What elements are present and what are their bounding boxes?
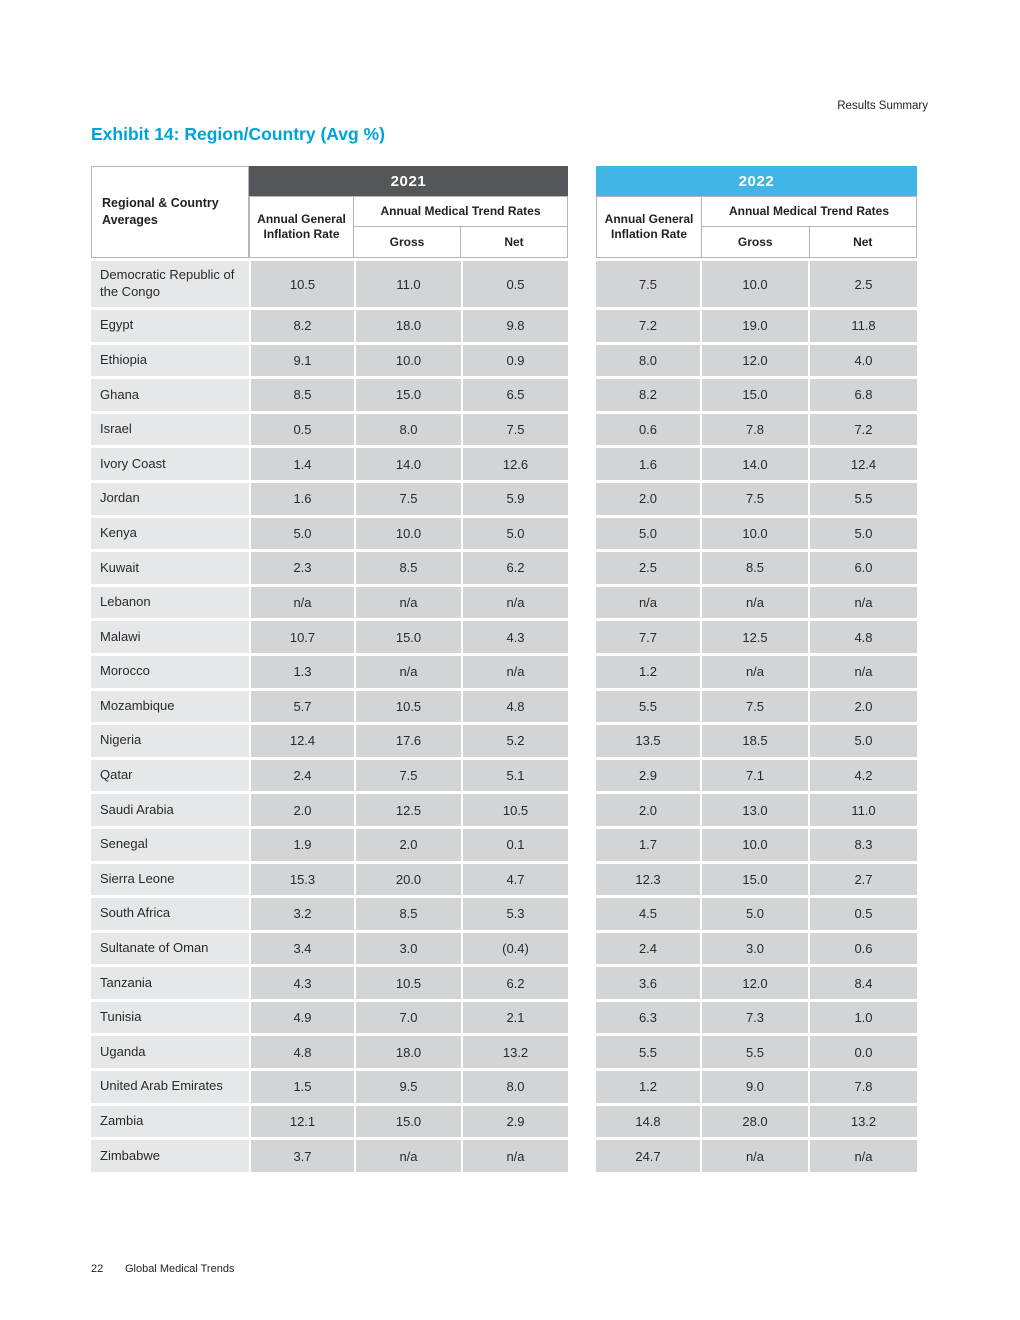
value-2021-gross: 11.0	[356, 261, 461, 307]
value-2022-net: n/a	[810, 656, 917, 688]
value-2021-inflation: 5.0	[251, 518, 354, 550]
value-2021-gross: 14.0	[356, 448, 461, 480]
table-2021-header	[91, 166, 568, 258]
value-2021-gross: 18.0	[356, 1036, 461, 1068]
value-2022-gross: 15.0	[702, 864, 808, 896]
value-2021-gross: 7.0	[356, 1002, 461, 1034]
country-cell: Israel	[91, 414, 249, 446]
value-2021-net: 2.1	[463, 1002, 568, 1034]
value-2021-inflation: 15.3	[251, 864, 354, 896]
footer-text: Global Medical Trends	[125, 1263, 235, 1275]
value-2022-inflation: 24.7	[596, 1140, 700, 1172]
header-trend-2021: Annual Medical Trend Rates	[353, 196, 568, 227]
value-2021-net: 6.5	[463, 379, 568, 411]
country-cell: Saudi Arabia	[91, 794, 249, 826]
value-2022-inflation: 1.7	[596, 829, 700, 861]
value-2022-gross: 3.0	[702, 933, 808, 965]
country-cell: Kuwait	[91, 552, 249, 584]
value-2021-inflation: 2.3	[251, 552, 354, 584]
table-2022-body	[596, 261, 917, 1172]
table-2022-header	[596, 166, 917, 258]
value-2021-gross: 12.5	[356, 794, 461, 826]
value-2022-net: 7.2	[810, 414, 917, 446]
value-2021-gross: 9.5	[356, 1071, 461, 1103]
value-2021-gross: 10.5	[356, 691, 461, 723]
value-2022-gross: n/a	[702, 1140, 808, 1172]
value-2022-inflation: 2.9	[596, 760, 700, 792]
value-2022-gross: n/a	[702, 656, 808, 688]
value-2021-net: 6.2	[463, 552, 568, 584]
value-2021-inflation: 2.4	[251, 760, 354, 792]
value-2022-inflation: 3.6	[596, 967, 700, 999]
value-2022-net: 5.0	[810, 725, 917, 757]
value-2022-net: 0.0	[810, 1036, 917, 1068]
country-cell: Tanzania	[91, 967, 249, 999]
exhibit-table	[91, 166, 917, 1172]
value-2022-inflation: 6.3	[596, 1002, 700, 1034]
value-2021-inflation: 1.9	[251, 829, 354, 861]
country-cell: Uganda	[91, 1036, 249, 1068]
value-2022-gross: 7.1	[702, 760, 808, 792]
country-cell: Qatar	[91, 760, 249, 792]
header-net-2021: Net	[460, 226, 568, 258]
value-2022-net: 0.6	[810, 933, 917, 965]
value-2021-gross: 15.0	[356, 621, 461, 653]
header-gross-2022: Gross	[701, 226, 810, 258]
value-2021-inflation: 10.7	[251, 621, 354, 653]
value-2022-gross: 12.5	[702, 621, 808, 653]
country-cell: Sultanate of Oman	[91, 933, 249, 965]
value-2022-gross: 5.5	[702, 1036, 808, 1068]
value-2021-inflation: 3.2	[251, 898, 354, 930]
value-2021-net: 5.2	[463, 725, 568, 757]
value-2022-gross: 7.8	[702, 414, 808, 446]
value-2022-net: n/a	[810, 1140, 917, 1172]
value-2021-gross: 17.6	[356, 725, 461, 757]
country-cell: Tunisia	[91, 1002, 249, 1034]
value-2021-inflation: n/a	[251, 587, 354, 619]
value-2021-inflation: 1.5	[251, 1071, 354, 1103]
value-2022-inflation: 7.7	[596, 621, 700, 653]
country-cell: Ivory Coast	[91, 448, 249, 480]
value-2021-net: 5.9	[463, 483, 568, 515]
country-cell: Morocco	[91, 656, 249, 688]
section-label: Results Summary	[837, 100, 928, 112]
value-2022-gross: 12.0	[702, 967, 808, 999]
value-2022-gross: 10.0	[702, 518, 808, 550]
value-2022-net: 6.0	[810, 552, 917, 584]
value-2021-gross: 8.5	[356, 552, 461, 584]
value-2022-net: n/a	[810, 587, 917, 619]
year-band-2022: 2022	[596, 166, 917, 196]
value-2021-net: n/a	[463, 1140, 568, 1172]
value-2021-net: 0.1	[463, 829, 568, 861]
value-2022-inflation: 12.3	[596, 864, 700, 896]
header-net-2022: Net	[809, 226, 918, 258]
value-2021-inflation: 1.4	[251, 448, 354, 480]
value-2021-gross: 7.5	[356, 760, 461, 792]
header-inflation-2022: Annual General Inflation Rate	[596, 196, 702, 258]
table-2022	[596, 166, 917, 1172]
value-2022-inflation: 13.5	[596, 725, 700, 757]
value-2021-net: 0.5	[463, 261, 568, 307]
value-2021-inflation: 0.5	[251, 414, 354, 446]
country-cell: United Arab Emirates	[91, 1071, 249, 1103]
value-2021-gross: 15.0	[356, 379, 461, 411]
country-cell: Zambia	[91, 1106, 249, 1138]
value-2022-net: 12.4	[810, 448, 917, 480]
value-2022-gross: 5.0	[702, 898, 808, 930]
value-2022-gross: 19.0	[702, 310, 808, 342]
value-2022-net: 11.0	[810, 794, 917, 826]
value-2021-net: n/a	[463, 587, 568, 619]
country-cell: Nigeria	[91, 725, 249, 757]
value-2022-net: 1.0	[810, 1002, 917, 1034]
value-2021-gross: n/a	[356, 587, 461, 619]
value-2022-gross: 7.5	[702, 691, 808, 723]
value-2021-inflation: 12.4	[251, 725, 354, 757]
value-2021-gross: 8.0	[356, 414, 461, 446]
value-2021-inflation: 4.9	[251, 1002, 354, 1034]
value-2022-inflation: 1.2	[596, 656, 700, 688]
value-2021-inflation: 8.2	[251, 310, 354, 342]
value-2022-gross: n/a	[702, 587, 808, 619]
value-2022-net: 7.8	[810, 1071, 917, 1103]
value-2021-gross: 3.0	[356, 933, 461, 965]
value-2022-inflation: 1.2	[596, 1071, 700, 1103]
value-2022-net: 6.8	[810, 379, 917, 411]
header-gross-2021: Gross	[353, 226, 461, 258]
value-2021-net: n/a	[463, 656, 568, 688]
value-2022-net: 4.2	[810, 760, 917, 792]
value-2022-inflation: 5.5	[596, 1036, 700, 1068]
value-2022-inflation: n/a	[596, 587, 700, 619]
country-cell: Malawi	[91, 621, 249, 653]
value-2022-inflation: 7.5	[596, 261, 700, 307]
value-2022-gross: 9.0	[702, 1071, 808, 1103]
value-2021-net: 8.0	[463, 1071, 568, 1103]
value-2021-inflation: 1.3	[251, 656, 354, 688]
value-2022-inflation: 14.8	[596, 1106, 700, 1138]
value-2021-net: 4.7	[463, 864, 568, 896]
table-2021-subheader	[249, 196, 568, 258]
value-2021-gross: 10.5	[356, 967, 461, 999]
country-cell: Egypt	[91, 310, 249, 342]
value-2022-gross: 28.0	[702, 1106, 808, 1138]
value-2021-gross: n/a	[356, 1140, 461, 1172]
value-2022-net: 4.8	[810, 621, 917, 653]
year-band-2021: 2021	[249, 166, 568, 196]
value-2022-inflation: 8.0	[596, 345, 700, 377]
value-2021-net: 5.3	[463, 898, 568, 930]
value-2022-gross: 8.5	[702, 552, 808, 584]
table-2021-body	[91, 261, 568, 1172]
value-2021-inflation: 3.4	[251, 933, 354, 965]
country-cell: Jordan	[91, 483, 249, 515]
value-2021-inflation: 10.5	[251, 261, 354, 307]
header-trend-group-2021	[353, 196, 568, 258]
country-cell: Senegal	[91, 829, 249, 861]
value-2022-net: 5.5	[810, 483, 917, 515]
value-2022-inflation: 1.6	[596, 448, 700, 480]
value-2022-inflation: 4.5	[596, 898, 700, 930]
value-2021-net: 5.1	[463, 760, 568, 792]
value-2021-net: (0.4)	[463, 933, 568, 965]
header-inflation-2021: Annual General Inflation Rate	[249, 196, 354, 258]
value-2022-gross: 12.0	[702, 345, 808, 377]
value-2021-net: 4.8	[463, 691, 568, 723]
value-2022-inflation: 5.5	[596, 691, 700, 723]
value-2021-inflation: 1.6	[251, 483, 354, 515]
value-2022-net: 8.4	[810, 967, 917, 999]
value-2021-gross: 15.0	[356, 1106, 461, 1138]
value-2022-net: 2.5	[810, 261, 917, 307]
value-2021-net: 9.8	[463, 310, 568, 342]
value-2022-net: 13.2	[810, 1106, 917, 1138]
value-2022-inflation: 2.4	[596, 933, 700, 965]
value-2021-gross: 10.0	[356, 345, 461, 377]
value-2022-net: 2.0	[810, 691, 917, 723]
country-cell: Ethiopia	[91, 345, 249, 377]
header-trend-group-2022	[701, 196, 917, 258]
country-cell: Lebanon	[91, 587, 249, 619]
country-cell: Mozambique	[91, 691, 249, 723]
value-2022-gross: 7.5	[702, 483, 808, 515]
value-2021-gross: 7.5	[356, 483, 461, 515]
value-2022-inflation: 2.0	[596, 794, 700, 826]
value-2022-gross: 18.5	[702, 725, 808, 757]
value-2022-gross: 14.0	[702, 448, 808, 480]
country-cell: Ghana	[91, 379, 249, 411]
value-2022-inflation: 7.2	[596, 310, 700, 342]
header-trend-2022: Annual Medical Trend Rates	[701, 196, 917, 227]
value-2022-gross: 10.0	[702, 829, 808, 861]
row-header-label: Regional & Country Averages	[91, 166, 249, 258]
country-cell: Zimbabwe	[91, 1140, 249, 1172]
value-2021-gross: 18.0	[356, 310, 461, 342]
value-2022-inflation: 8.2	[596, 379, 700, 411]
table-2022-subheader	[596, 196, 917, 258]
value-2021-net: 10.5	[463, 794, 568, 826]
value-2022-inflation: 0.6	[596, 414, 700, 446]
country-cell: Democratic Republic of the Congo	[91, 261, 249, 307]
value-2022-gross: 15.0	[702, 379, 808, 411]
value-2021-inflation: 12.1	[251, 1106, 354, 1138]
page-number: 22	[91, 1263, 104, 1275]
value-2022-net: 11.8	[810, 310, 917, 342]
country-cell: Sierra Leone	[91, 864, 249, 896]
value-2021-inflation: 8.5	[251, 379, 354, 411]
value-2022-gross: 10.0	[702, 261, 808, 307]
country-cell: Kenya	[91, 518, 249, 550]
country-cell: South Africa	[91, 898, 249, 930]
value-2022-net: 2.7	[810, 864, 917, 896]
value-2021-gross: 20.0	[356, 864, 461, 896]
value-2021-net: 7.5	[463, 414, 568, 446]
page-footer	[91, 1263, 234, 1275]
value-2021-gross: 10.0	[356, 518, 461, 550]
value-2021-net: 0.9	[463, 345, 568, 377]
value-2021-gross: n/a	[356, 656, 461, 688]
value-2021-inflation: 5.7	[251, 691, 354, 723]
value-2022-gross: 7.3	[702, 1002, 808, 1034]
value-2021-inflation: 4.3	[251, 967, 354, 999]
value-2021-net: 13.2	[463, 1036, 568, 1068]
value-2022-inflation: 5.0	[596, 518, 700, 550]
value-2021-inflation: 3.7	[251, 1140, 354, 1172]
value-2021-inflation: 4.8	[251, 1036, 354, 1068]
value-2022-net: 4.0	[810, 345, 917, 377]
value-2021-net: 5.0	[463, 518, 568, 550]
value-2021-net: 4.3	[463, 621, 568, 653]
value-2021-inflation: 2.0	[251, 794, 354, 826]
value-2022-net: 0.5	[810, 898, 917, 930]
value-2022-net: 5.0	[810, 518, 917, 550]
value-2021-net: 6.2	[463, 967, 568, 999]
value-2021-net: 2.9	[463, 1106, 568, 1138]
value-2021-net: 12.6	[463, 448, 568, 480]
value-2022-inflation: 2.0	[596, 483, 700, 515]
table-2021	[91, 166, 568, 1172]
value-2022-gross: 13.0	[702, 794, 808, 826]
value-2022-inflation: 2.5	[596, 552, 700, 584]
value-2021-gross: 2.0	[356, 829, 461, 861]
value-2022-net: 8.3	[810, 829, 917, 861]
value-2021-inflation: 9.1	[251, 345, 354, 377]
value-2021-gross: 8.5	[356, 898, 461, 930]
page-title: Exhibit 14: Region/Country (Avg %)	[91, 124, 385, 144]
